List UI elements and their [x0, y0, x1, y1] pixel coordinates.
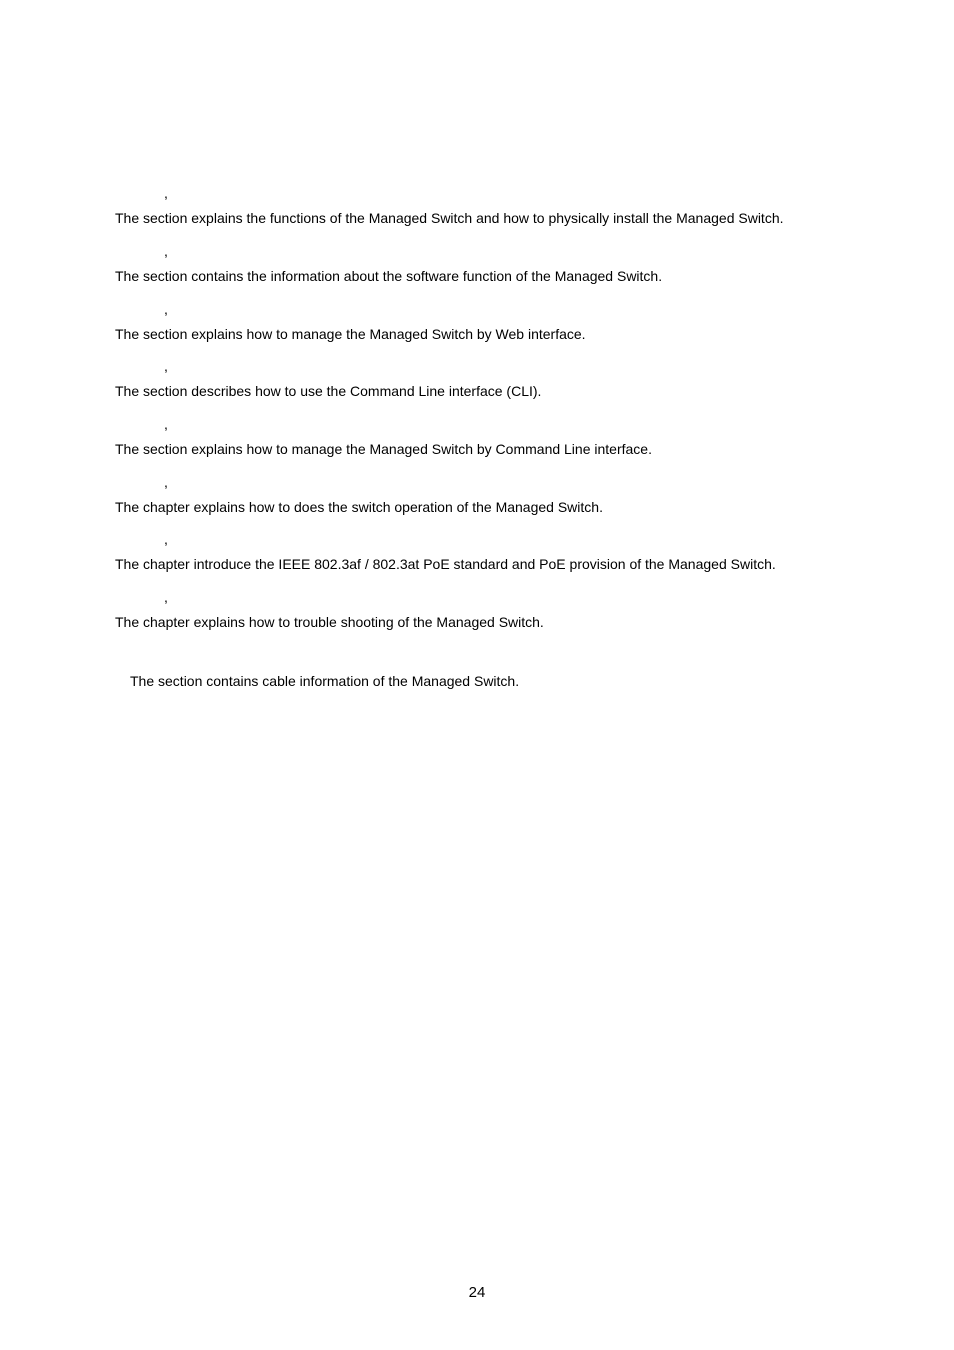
cable-info-description: The section contains cable information of the Managed Switch.: [130, 673, 520, 689]
page-number: 24: [468, 1284, 486, 1301]
entry-description: The chapter explains how to trouble shooting of the Managed Switch.: [115, 614, 544, 630]
entry-1: [0, 185, 954, 243]
entry-5: [0, 416, 954, 474]
entry-6: [0, 474, 954, 532]
entry-description: The section explains the functions of the Managed Switch and how to physically install the Managed Switch.: [115, 210, 784, 226]
entry-marker: ,: [164, 416, 168, 432]
entry-marker: ,: [164, 474, 168, 490]
entry-description: The section explains how to manage the Managed Switch by Command Line interface.: [115, 441, 652, 457]
entry-marker: ,: [164, 243, 168, 259]
entry-description: The section explains how to manage the Managed Switch by Web interface.: [115, 326, 586, 342]
entry-description: The chapter explains how to does the switch operation of the Managed Switch.: [115, 499, 603, 515]
entry-7: [0, 531, 954, 589]
entry-3: [0, 301, 954, 359]
entry-description: The chapter introduce the IEEE 802.3af / 802.3at PoE standard and PoE provision of the Managed Switch.: [115, 556, 776, 572]
entry-2: [0, 243, 954, 301]
entry-description: The section contains the information about the software function of the Managed Switch.: [115, 268, 663, 284]
entry-marker: ,: [164, 589, 168, 605]
entry-marker: ,: [164, 185, 168, 201]
entry-description: The section describes how to use the Command Line interface (CLI).: [115, 383, 542, 399]
entry-marker: ,: [164, 358, 168, 374]
entry-8: [0, 589, 954, 647]
entry-marker: ,: [164, 531, 168, 547]
entry-marker: ,: [164, 301, 168, 317]
entry-4: [0, 358, 954, 416]
